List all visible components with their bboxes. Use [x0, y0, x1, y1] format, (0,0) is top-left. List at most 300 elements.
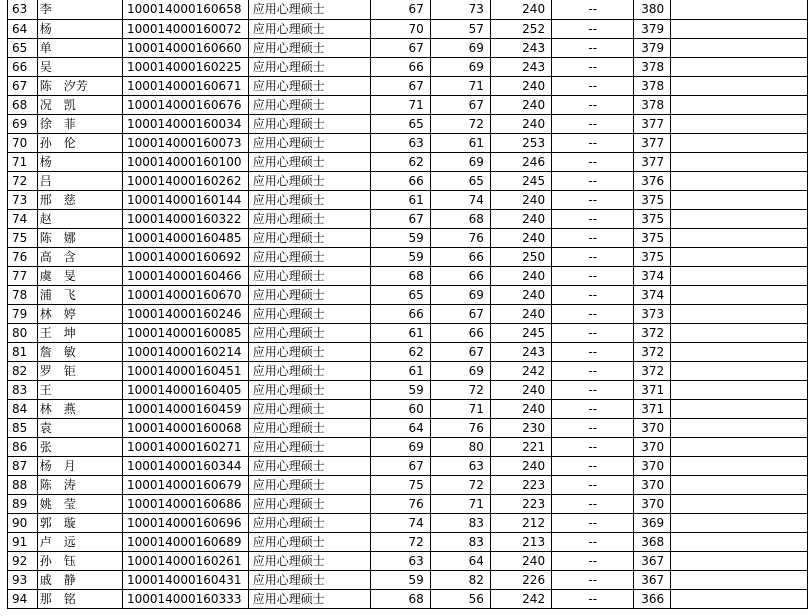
- score-politics-cell: 64: [370, 418, 430, 437]
- blank-cell: [671, 570, 808, 589]
- total-score-cell: 372: [634, 361, 671, 380]
- major-cell: 应用心理硕士: [248, 228, 370, 247]
- major-cell: 应用心理硕士: [248, 342, 370, 361]
- rank-cell: 90: [8, 513, 38, 532]
- blank-cell: [671, 19, 808, 38]
- total-score-cell: 372: [634, 323, 671, 342]
- table-row: [8, 304, 808, 323]
- major-cell: 应用心理硕士: [248, 570, 370, 589]
- rank-cell: 69: [8, 114, 38, 133]
- score-extra-cell: --: [552, 114, 634, 133]
- score-politics-cell: 70: [370, 19, 430, 38]
- blank-cell: [671, 152, 808, 171]
- total-score-cell: 374: [634, 285, 671, 304]
- score-extra-cell: --: [552, 228, 634, 247]
- name-cell: 吕: [37, 171, 122, 190]
- rank-cell: 63: [8, 0, 38, 19]
- score-english-cell: 72: [430, 114, 490, 133]
- major-cell: 应用心理硕士: [248, 19, 370, 38]
- score-politics-cell: 72: [370, 532, 430, 551]
- rank-cell: 78: [8, 285, 38, 304]
- total-score-cell: 377: [634, 133, 671, 152]
- rank-cell: 92: [8, 551, 38, 570]
- table-row: [8, 152, 808, 171]
- total-score-cell: 369: [634, 513, 671, 532]
- rank-cell: 79: [8, 304, 38, 323]
- score-professional-cell: 240: [490, 228, 551, 247]
- score-extra-cell: --: [552, 152, 634, 171]
- exam-id-cell: 100014000160085: [122, 323, 248, 342]
- score-politics-cell: 74: [370, 513, 430, 532]
- exam-id-cell: 100014000160679: [122, 475, 248, 494]
- name-cell: 杨: [37, 19, 122, 38]
- total-score-cell: 370: [634, 475, 671, 494]
- rank-cell: 65: [8, 38, 38, 57]
- score-professional-cell: 240: [490, 399, 551, 418]
- score-extra-cell: --: [552, 76, 634, 95]
- score-politics-cell: 61: [370, 323, 430, 342]
- score-professional-cell: 243: [490, 38, 551, 57]
- blank-cell: [671, 399, 808, 418]
- exam-id-cell: 100014000160072: [122, 19, 248, 38]
- name-cell: 吴: [37, 57, 122, 76]
- score-english-cell: 72: [430, 475, 490, 494]
- major-cell: 应用心理硕士: [248, 361, 370, 380]
- rank-cell: 94: [8, 589, 38, 608]
- major-cell: 应用心理硕士: [248, 456, 370, 475]
- rank-cell: 71: [8, 152, 38, 171]
- score-english-cell: 71: [430, 494, 490, 513]
- score-professional-cell: 245: [490, 323, 551, 342]
- score-politics-cell: 66: [370, 171, 430, 190]
- name-cell: 杨: [37, 152, 122, 171]
- blank-cell: [671, 171, 808, 190]
- major-cell: 应用心理硕士: [248, 95, 370, 114]
- exam-id-cell: 100014000160431: [122, 570, 248, 589]
- name-cell: 郭 璇: [37, 513, 122, 532]
- blank-cell: [671, 589, 808, 608]
- table-row: [8, 57, 808, 76]
- score-extra-cell: --: [552, 19, 634, 38]
- score-politics-cell: 68: [370, 589, 430, 608]
- table-row: [8, 418, 808, 437]
- total-score-cell: 378: [634, 76, 671, 95]
- major-cell: 应用心理硕士: [248, 38, 370, 57]
- total-score-cell: 374: [634, 266, 671, 285]
- rank-cell: 84: [8, 399, 38, 418]
- exam-id-cell: 100014000160322: [122, 209, 248, 228]
- total-score-cell: 370: [634, 456, 671, 475]
- score-professional-cell: 243: [490, 57, 551, 76]
- total-score-cell: 371: [634, 380, 671, 399]
- score-extra-cell: --: [552, 532, 634, 551]
- blank-cell: [671, 0, 808, 19]
- score-politics-cell: 67: [370, 0, 430, 19]
- score-professional-cell: 240: [490, 285, 551, 304]
- table-row: [8, 361, 808, 380]
- score-professional-cell: 240: [490, 209, 551, 228]
- score-english-cell: 76: [430, 418, 490, 437]
- score-politics-cell: 63: [370, 133, 430, 152]
- total-score-cell: 368: [634, 532, 671, 551]
- score-english-cell: 67: [430, 342, 490, 361]
- table-row: [8, 76, 808, 95]
- name-cell: 浦 飞: [37, 285, 122, 304]
- total-score-cell: 379: [634, 38, 671, 57]
- name-cell: 姚 莹: [37, 494, 122, 513]
- name-cell: 李: [37, 0, 122, 19]
- major-cell: 应用心理硕士: [248, 76, 370, 95]
- score-table: [7, 0, 808, 609]
- major-cell: 应用心理硕士: [248, 399, 370, 418]
- exam-id-cell: 100014000160225: [122, 57, 248, 76]
- score-extra-cell: --: [552, 0, 634, 19]
- score-extra-cell: --: [552, 589, 634, 608]
- score-extra-cell: --: [552, 456, 634, 475]
- score-professional-cell: 223: [490, 475, 551, 494]
- name-cell: 孙 钰: [37, 551, 122, 570]
- score-english-cell: 66: [430, 323, 490, 342]
- total-score-cell: 370: [634, 418, 671, 437]
- rank-cell: 75: [8, 228, 38, 247]
- score-english-cell: 67: [430, 304, 490, 323]
- score-extra-cell: --: [552, 247, 634, 266]
- name-cell: 那 铭: [37, 589, 122, 608]
- exam-id-cell: 100014000160660: [122, 38, 248, 57]
- rank-cell: 66: [8, 57, 38, 76]
- score-english-cell: 74: [430, 190, 490, 209]
- score-professional-cell: 226: [490, 570, 551, 589]
- exam-id-cell: 100014000160261: [122, 551, 248, 570]
- score-extra-cell: --: [552, 475, 634, 494]
- name-cell: 高 含: [37, 247, 122, 266]
- major-cell: 应用心理硕士: [248, 171, 370, 190]
- score-english-cell: 71: [430, 399, 490, 418]
- score-politics-cell: 63: [370, 551, 430, 570]
- score-professional-cell: 240: [490, 266, 551, 285]
- score-professional-cell: 242: [490, 361, 551, 380]
- blank-cell: [671, 304, 808, 323]
- name-cell: 杨 月: [37, 456, 122, 475]
- score-english-cell: 83: [430, 532, 490, 551]
- major-cell: 应用心理硕士: [248, 475, 370, 494]
- total-score-cell: 375: [634, 247, 671, 266]
- total-score-cell: 378: [634, 95, 671, 114]
- total-score-cell: 379: [634, 19, 671, 38]
- score-politics-cell: 59: [370, 247, 430, 266]
- exam-id-cell: 100014000160214: [122, 342, 248, 361]
- major-cell: 应用心理硕士: [248, 323, 370, 342]
- score-extra-cell: --: [552, 304, 634, 323]
- major-cell: 应用心理硕士: [248, 133, 370, 152]
- name-cell: 张: [37, 437, 122, 456]
- table-row: [8, 0, 808, 19]
- major-cell: 应用心理硕士: [248, 190, 370, 209]
- score-extra-cell: --: [552, 133, 634, 152]
- score-professional-cell: 221: [490, 437, 551, 456]
- blank-cell: [671, 456, 808, 475]
- name-cell: 王: [37, 380, 122, 399]
- score-extra-cell: --: [552, 171, 634, 190]
- score-english-cell: 56: [430, 589, 490, 608]
- major-cell: 应用心理硕士: [248, 114, 370, 133]
- score-professional-cell: 240: [490, 380, 551, 399]
- score-politics-cell: 75: [370, 475, 430, 494]
- exam-id-cell: 100014000160333: [122, 589, 248, 608]
- total-score-cell: 372: [634, 342, 671, 361]
- name-cell: 徐 菲: [37, 114, 122, 133]
- total-score-cell: 366: [634, 589, 671, 608]
- total-score-cell: 377: [634, 152, 671, 171]
- score-politics-cell: 76: [370, 494, 430, 513]
- exam-id-cell: 100014000160671: [122, 76, 248, 95]
- table-row: [8, 323, 808, 342]
- score-english-cell: 83: [430, 513, 490, 532]
- exam-id-cell: 100014000160344: [122, 456, 248, 475]
- score-extra-cell: --: [552, 513, 634, 532]
- score-extra-cell: --: [552, 399, 634, 418]
- rank-cell: 89: [8, 494, 38, 513]
- table-row: [8, 19, 808, 38]
- exam-id-cell: 100014000160451: [122, 361, 248, 380]
- exam-id-cell: 100014000160144: [122, 190, 248, 209]
- score-extra-cell: --: [552, 323, 634, 342]
- rank-cell: 76: [8, 247, 38, 266]
- exam-id-cell: 100014000160459: [122, 399, 248, 418]
- score-politics-cell: 67: [370, 456, 430, 475]
- score-extra-cell: --: [552, 209, 634, 228]
- score-professional-cell: 250: [490, 247, 551, 266]
- score-politics-cell: 67: [370, 38, 430, 57]
- score-professional-cell: 240: [490, 551, 551, 570]
- blank-cell: [671, 551, 808, 570]
- blank-cell: [671, 437, 808, 456]
- score-professional-cell: 213: [490, 532, 551, 551]
- exam-id-cell: 100014000160696: [122, 513, 248, 532]
- name-cell: 林 婷: [37, 304, 122, 323]
- total-score-cell: 370: [634, 437, 671, 456]
- score-english-cell: 69: [430, 285, 490, 304]
- rank-cell: 88: [8, 475, 38, 494]
- table-row: [8, 494, 808, 513]
- exam-id-cell: 100014000160073: [122, 133, 248, 152]
- major-cell: 应用心理硕士: [248, 0, 370, 19]
- total-score-cell: 373: [634, 304, 671, 323]
- table-row: [8, 190, 808, 209]
- table-row: [8, 513, 808, 532]
- score-politics-cell: 62: [370, 342, 430, 361]
- score-professional-cell: 240: [490, 190, 551, 209]
- total-score-cell: 367: [634, 570, 671, 589]
- blank-cell: [671, 95, 808, 114]
- score-professional-cell: 240: [490, 0, 551, 19]
- rank-cell: 87: [8, 456, 38, 475]
- score-professional-cell: 252: [490, 19, 551, 38]
- score-english-cell: 76: [430, 228, 490, 247]
- score-english-cell: 66: [430, 266, 490, 285]
- name-cell: 单: [37, 38, 122, 57]
- major-cell: 应用心理硕士: [248, 304, 370, 323]
- blank-cell: [671, 266, 808, 285]
- score-english-cell: 82: [430, 570, 490, 589]
- exam-id-cell: 100014000160466: [122, 266, 248, 285]
- score-extra-cell: --: [552, 361, 634, 380]
- table-row: [8, 551, 808, 570]
- exam-id-cell: 100014000160271: [122, 437, 248, 456]
- score-english-cell: 69: [430, 38, 490, 57]
- table-row: [8, 228, 808, 247]
- score-extra-cell: --: [552, 266, 634, 285]
- score-english-cell: 64: [430, 551, 490, 570]
- score-professional-cell: 212: [490, 513, 551, 532]
- score-professional-cell: 242: [490, 589, 551, 608]
- score-english-cell: 69: [430, 152, 490, 171]
- blank-cell: [671, 494, 808, 513]
- rank-cell: 93: [8, 570, 38, 589]
- score-professional-cell: 230: [490, 418, 551, 437]
- score-extra-cell: --: [552, 380, 634, 399]
- rank-cell: 81: [8, 342, 38, 361]
- exam-id-cell: 100014000160658: [122, 0, 248, 19]
- exam-id-cell: 100014000160692: [122, 247, 248, 266]
- total-score-cell: 376: [634, 171, 671, 190]
- blank-cell: [671, 342, 808, 361]
- score-english-cell: 72: [430, 380, 490, 399]
- score-politics-cell: 65: [370, 114, 430, 133]
- major-cell: 应用心理硕士: [248, 551, 370, 570]
- score-politics-cell: 71: [370, 95, 430, 114]
- blank-cell: [671, 190, 808, 209]
- name-cell: 王 坤: [37, 323, 122, 342]
- score-politics-cell: 69: [370, 437, 430, 456]
- table-row: [8, 247, 808, 266]
- table-row: [8, 380, 808, 399]
- score-extra-cell: --: [552, 190, 634, 209]
- major-cell: 应用心理硕士: [248, 437, 370, 456]
- score-politics-cell: 59: [370, 228, 430, 247]
- score-english-cell: 71: [430, 76, 490, 95]
- score-english-cell: 73: [430, 0, 490, 19]
- major-cell: 应用心理硕士: [248, 380, 370, 399]
- score-extra-cell: --: [552, 57, 634, 76]
- table-row: [8, 589, 808, 608]
- major-cell: 应用心理硕士: [248, 589, 370, 608]
- score-extra-cell: --: [552, 38, 634, 57]
- score-professional-cell: 246: [490, 152, 551, 171]
- blank-cell: [671, 114, 808, 133]
- rank-cell: 91: [8, 532, 38, 551]
- score-professional-cell: 223: [490, 494, 551, 513]
- score-politics-cell: 66: [370, 304, 430, 323]
- major-cell: 应用心理硕士: [248, 57, 370, 76]
- score-english-cell: 80: [430, 437, 490, 456]
- score-extra-cell: --: [552, 494, 634, 513]
- blank-cell: [671, 76, 808, 95]
- total-score-cell: 375: [634, 190, 671, 209]
- rank-cell: 74: [8, 209, 38, 228]
- blank-cell: [671, 133, 808, 152]
- exam-id-cell: 100014000160689: [122, 532, 248, 551]
- total-score-cell: 378: [634, 57, 671, 76]
- score-english-cell: 63: [430, 456, 490, 475]
- major-cell: 应用心理硕士: [248, 266, 370, 285]
- score-professional-cell: 253: [490, 133, 551, 152]
- score-professional-cell: 243: [490, 342, 551, 361]
- score-extra-cell: --: [552, 342, 634, 361]
- blank-cell: [671, 380, 808, 399]
- name-cell: 孙 伦: [37, 133, 122, 152]
- blank-cell: [671, 209, 808, 228]
- score-politics-cell: 67: [370, 76, 430, 95]
- score-politics-cell: 59: [370, 380, 430, 399]
- score-professional-cell: 240: [490, 456, 551, 475]
- name-cell: 罗 钜: [37, 361, 122, 380]
- score-extra-cell: --: [552, 551, 634, 570]
- exam-id-cell: 100014000160068: [122, 418, 248, 437]
- score-english-cell: 61: [430, 133, 490, 152]
- major-cell: 应用心理硕士: [248, 418, 370, 437]
- table-row: [8, 133, 808, 152]
- name-cell: 陈 汐芳: [37, 76, 122, 95]
- blank-cell: [671, 285, 808, 304]
- exam-id-cell: 100014000160405: [122, 380, 248, 399]
- rank-cell: 73: [8, 190, 38, 209]
- rank-cell: 68: [8, 95, 38, 114]
- score-english-cell: 69: [430, 361, 490, 380]
- table-row: [8, 95, 808, 114]
- name-cell: 詹 敏: [37, 342, 122, 361]
- major-cell: 应用心理硕士: [248, 152, 370, 171]
- blank-cell: [671, 57, 808, 76]
- score-professional-cell: 240: [490, 114, 551, 133]
- table-row: [8, 475, 808, 494]
- blank-cell: [671, 323, 808, 342]
- exam-id-cell: 100014000160670: [122, 285, 248, 304]
- score-english-cell: 66: [430, 247, 490, 266]
- major-cell: 应用心理硕士: [248, 247, 370, 266]
- name-cell: 陈 涛: [37, 475, 122, 494]
- major-cell: 应用心理硕士: [248, 209, 370, 228]
- total-score-cell: 375: [634, 209, 671, 228]
- major-cell: 应用心理硕士: [248, 532, 370, 551]
- major-cell: 应用心理硕士: [248, 513, 370, 532]
- score-english-cell: 68: [430, 209, 490, 228]
- blank-cell: [671, 513, 808, 532]
- rank-cell: 83: [8, 380, 38, 399]
- total-score-cell: 377: [634, 114, 671, 133]
- score-politics-cell: 60: [370, 399, 430, 418]
- score-extra-cell: --: [552, 285, 634, 304]
- score-english-cell: 69: [430, 57, 490, 76]
- score-politics-cell: 65: [370, 285, 430, 304]
- score-professional-cell: 240: [490, 76, 551, 95]
- table-row: [8, 114, 808, 133]
- score-extra-cell: --: [552, 95, 634, 114]
- score-extra-cell: --: [552, 437, 634, 456]
- exam-id-cell: 100014000160246: [122, 304, 248, 323]
- blank-cell: [671, 247, 808, 266]
- major-cell: 应用心理硕士: [248, 494, 370, 513]
- blank-cell: [671, 38, 808, 57]
- score-politics-cell: 67: [370, 209, 430, 228]
- rank-cell: 72: [8, 171, 38, 190]
- table-row: [8, 266, 808, 285]
- score-professional-cell: 240: [490, 304, 551, 323]
- score-politics-cell: 61: [370, 190, 430, 209]
- rank-cell: 85: [8, 418, 38, 437]
- table-row: [8, 437, 808, 456]
- table-row: [8, 532, 808, 551]
